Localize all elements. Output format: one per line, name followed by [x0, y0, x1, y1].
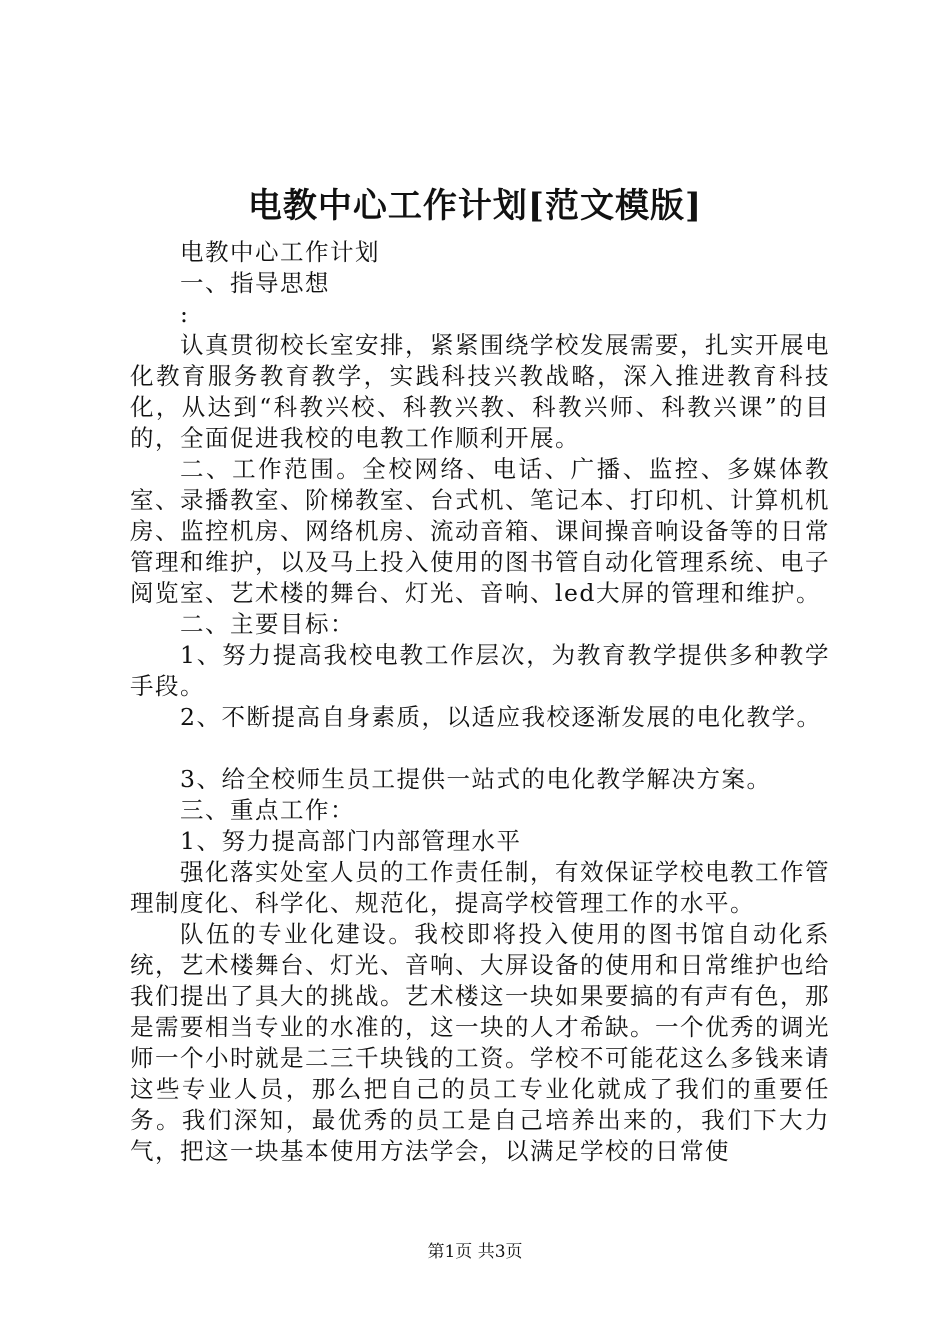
paragraph-management: 强化落实处室人员的工作责任制，有效保证学校电教工作管理制度化、科学化、规范化，提高学校管理工作的水平。	[130, 858, 830, 917]
document-title: 电教中心工作计划[范文模版]	[247, 186, 703, 226]
paragraph-heading-key-work: 三、重点工作：	[180, 796, 355, 824]
paragraph-heading-guiding: 一、指导思想	[180, 269, 330, 297]
page-footer: 第1页 共3页	[427, 1242, 523, 1262]
paragraph-goal-2: 2、不断提高自身素质，以适应我校逐渐发展的电化教学。	[180, 703, 822, 731]
paragraph-subtitle: 电教中心工作计划	[180, 238, 380, 266]
paragraph-goal-1: 1、努力提高我校电教工作层次，为教育教学提供多种教学手段。	[130, 641, 830, 700]
paragraph-team-building: 队伍的专业化建设。我校即将投入使用的图书馆自动化系统，艺术楼舞台、灯光、音响、大屏设备的使用和日常维护也给我们提出了具大的挑战。艺术楼这一块如果要搞的有声有色，那是需要相当专业的水准的，这一块的人才希缺。一个优秀的调光师一个小时就是二三千块钱的工资。学校不可能花这么多钱来请这些专业人员，那么把自己的员工专业化就成了我们的重要任务。我们深知，最优秀的员工是自己培养出来的，我们下大力气，把这一块基本使用方法学会，以满足学校的日常使	[130, 920, 830, 1165]
paragraph-work-scope: 二、工作范围。全校网络、电话、广播、监控、多媒体教室、录播教室、阶梯教室、台式机、笔记本、打印机、计算机机房、监控机房、网络机房、流动音箱、课间操音响设备等的日常管理和维护，以及马上投入使用的图书管自动化管理系统、电子阅览室、艺术楼的舞台、灯光、音响、led大屏的管理和维护。	[130, 455, 830, 607]
paragraph-goal-3: 3、给全校师生员工提供一站式的电化教学解决方案。	[180, 765, 772, 793]
paragraph-heading-goals: 二、主要目标：	[180, 610, 355, 638]
paragraph-guiding-content: 认真贯彻校长室安排，紧紧围绕学校发展需要，扎实开展电化教育服务教育教学，实践科技兴教战略，深入推进教育科技化，从达到“科教兴校、科教兴教、科教兴师、科教兴课”的目的，全面促进我校的电教工作顺利开展。	[130, 331, 830, 452]
document-body	[130, 237, 830, 1167]
paragraph-colon: :	[180, 300, 190, 328]
paragraph-key-work-1: 1、努力提高部门内部管理水平	[180, 827, 522, 855]
